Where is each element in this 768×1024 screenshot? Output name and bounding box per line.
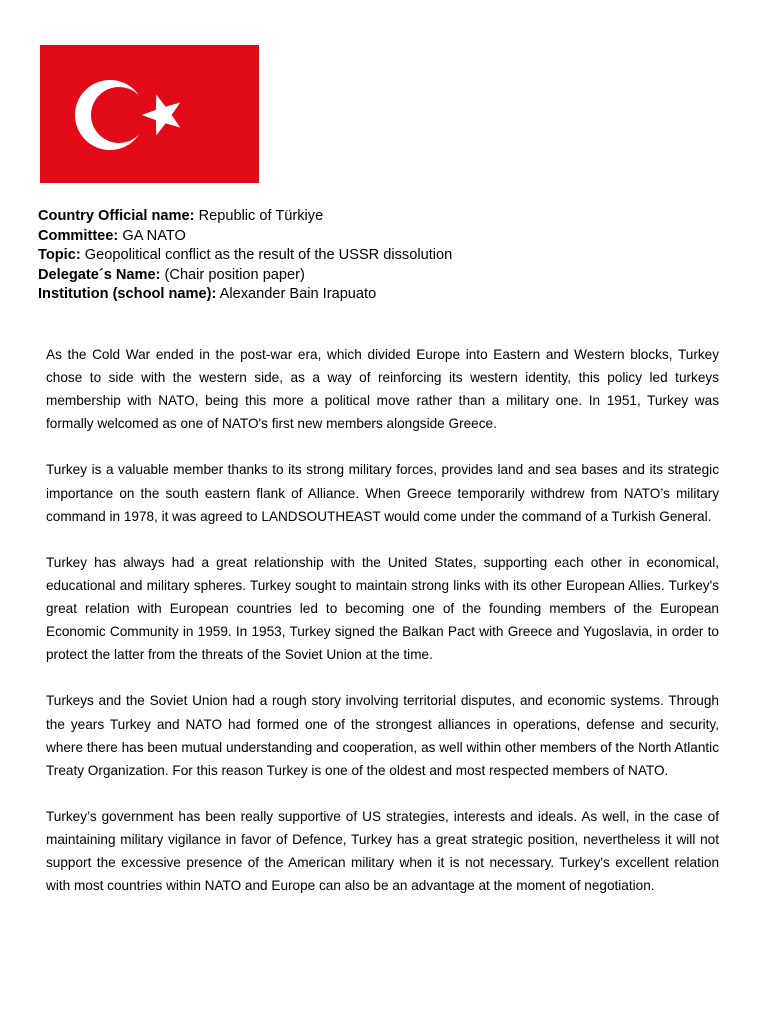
committee-value: GA NATO xyxy=(122,227,186,244)
paragraph: Turkey has always had a great relationship with the United States, supporting each other in economical, educational and military spheres. Turkey sought to maintain strong links with its other European Allies. Turkey's great relation with European countries led to becoming one of the founding members of the European Economic Community in 1959. In 1953, Turkey signed the Balkan Pact with Greece and Yugoslavia, in order to protect the latter from the threats of the Soviet Union at the time. xyxy=(46,554,719,663)
delegate-label: Delegate´s Name: xyxy=(38,266,161,283)
delegate-value: (Chair position paper) xyxy=(164,266,305,283)
country-line xyxy=(38,207,738,227)
topic-value: Geopolitical conflict as the result of the USSR dissolution xyxy=(84,247,453,264)
topic-line xyxy=(38,246,738,266)
delegate-line xyxy=(38,266,738,286)
paragraph: Turkeys and the Soviet Union had a rough story involving territorial disputes, and economic systems. Through the years Turkey and NATO had formed one of the strongest alliances in operations, defense and security, where there has been mutual understanding and cooperation, as well within other members of the North Atlantic Treaty Organization. For this reason Turkey is one of the oldest and most respected members of NATO. xyxy=(46,693,719,778)
position-paper-body xyxy=(46,343,719,920)
institution-line xyxy=(38,285,738,305)
document-header xyxy=(38,207,738,305)
committee-label: Committee: xyxy=(38,227,119,244)
institution-value: Alexander Bain Irapuato xyxy=(219,286,377,303)
committee-line xyxy=(38,227,738,247)
institution-label: Institution (school name): xyxy=(38,286,217,303)
topic-label: Topic: xyxy=(38,247,81,264)
flag-crescent-inner xyxy=(91,87,147,143)
country-label: Country Official name: xyxy=(38,208,195,224)
turkey-flag-icon xyxy=(40,45,259,183)
country-value: Republic of Türkiye xyxy=(198,208,324,224)
paragraph: Turkey is a valuable member thanks to its strong military forces, provides land and sea bases and its strategic importance on the south eastern flank of Alliance. When Greece temporarily withdrew from NATO’s military command in 1978, it was agreed to LANDSOUTHEAST would come under the command of a Turkish General. xyxy=(46,462,719,524)
paragraph: As the Cold War ended in the post-war era, which divided Europe into Eastern and Western blocks, Turkey chose to side with the western side, as a way of reinforcing its western identity, this policy led turkeys membership with NATO, being this more a political move rather than a military one. In 1951, Turkey was formally welcomed as one of NATO's first new members alongside Greece. xyxy=(46,347,719,432)
paragraph: Turkey’s government has been really supportive of US strategies, interests and ideals. As well, in the case of maintaining military vigilance in favor of Defence, Turkey has a great strategic position, nevertheless it will not support the excessive presence of the American military when it is not necessary. Turkey's excellent relation with most countries within NATO and Europe can also be an advantage at the moment of negotiation. xyxy=(46,808,719,894)
